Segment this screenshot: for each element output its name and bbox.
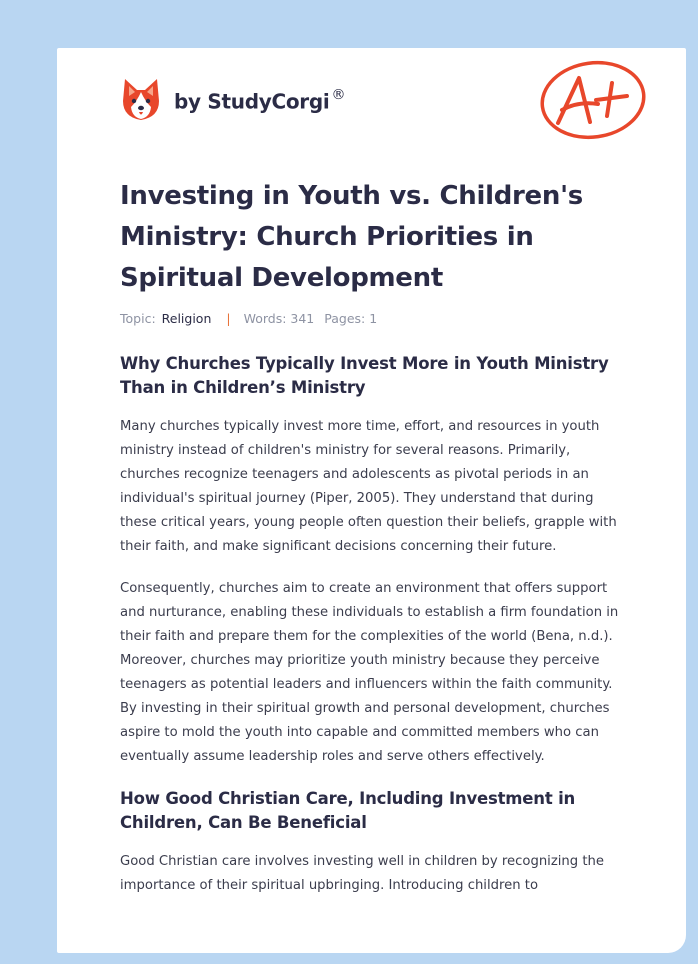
topic-link[interactable]: Religion: [161, 311, 212, 326]
essay-content: [120, 176, 632, 898]
section-heading: Why Churches Typically Invest More in Youth Ministry Than in Children’s Ministry: [120, 354, 609, 397]
page-count: Pages: 1: [324, 311, 378, 326]
paragraph: Many churches typically invest more time, effort, and resources in youth ministry instead of children's ministry for several reasons. Primarily, churches recognize teenagers and adolescents as pivotal periods in an individual's spiritual journey (Piper, 2005). They understand that during these critical years, young people often question their beliefs, grapple with their faith, and make significant decisions concerning their future.: [120, 419, 617, 554]
page-title: Investing in Youth vs. Children's Ministry: Church Priorities in Spiritual Development: [120, 181, 583, 293]
a-plus-grade-icon: [538, 60, 648, 142]
essay-meta: [120, 311, 632, 326]
document-page: [57, 48, 686, 953]
paragraph: Good Christian care involves investing well in children by recognizing the importance of their spiritual upbringing. Introducing children to: [120, 854, 604, 893]
paragraph: Consequently, churches aim to create an environment that offers support and nurturance, enabling these individuals to establish a firm foundation in their faith and prepare them for the complexities of the world (Bena, n.d.). Moreover, churches may prioritize youth ministry because they perceive teenagers as potential leaders and influencers within the faith community. By investing in their spiritual growth and personal development, churches aspire to mold the youth into capable and committed members who can eventually assume leadership roles and serve others effectively.: [120, 581, 619, 764]
brand-name: by StudyCorgi ®: [174, 86, 346, 114]
section-heading: How Good Christian Care, Including Investment in Children, Can Be Beneficial: [120, 789, 576, 832]
studycorgi-logo[interactable]: [122, 77, 345, 121]
word-count: Words: 341: [243, 311, 315, 326]
topic-label: Topic:: [120, 311, 156, 326]
meta-separator: |: [226, 311, 231, 326]
corgi-icon: [122, 77, 160, 121]
